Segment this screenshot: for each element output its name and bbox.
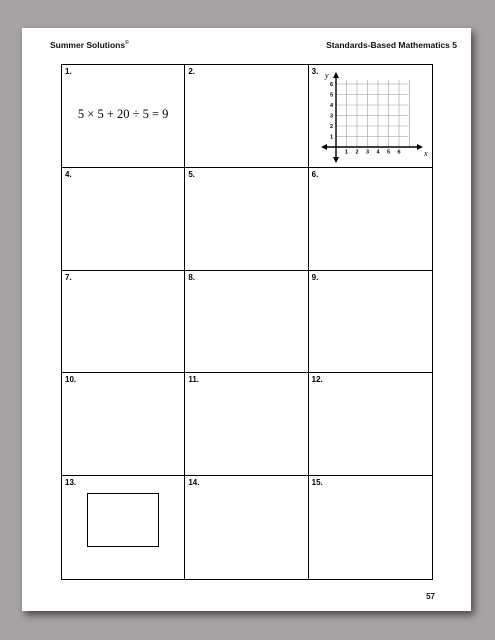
y-axis-arrow-up — [333, 72, 339, 78]
x-axis-arrow-right — [417, 144, 423, 150]
subject-title: Standards-Based Mathematics 5 — [326, 40, 457, 50]
y-tick-label: 4 — [329, 103, 333, 109]
problem-cell-15 — [309, 476, 432, 579]
y-tick-label: 3 — [329, 113, 333, 120]
y-axis-label: y — [324, 71, 329, 80]
problem-number: 10. — [65, 375, 77, 385]
problem-cell-3 — [309, 65, 432, 168]
problem-cell-10 — [62, 373, 185, 476]
order-of-operations-expression: 5 × 5 + 20 ÷ 5 = 9 — [77, 107, 169, 121]
rectangle-figure — [87, 493, 159, 547]
book-title: Summer Solutions© — [50, 40, 129, 50]
problem-cell-12 — [309, 373, 432, 476]
problem-cell-13 — [62, 476, 185, 579]
problem-number: 9. — [311, 272, 319, 282]
problem-cell-8 — [185, 271, 308, 374]
problem-number: 12. — [311, 375, 323, 385]
x-tick-label: 4 — [376, 149, 380, 156]
problem-cell-7 — [62, 271, 185, 374]
x-tick-label: 6 — [397, 149, 401, 156]
problem-cell-14 — [185, 476, 308, 579]
problem-number: 3. — [311, 67, 319, 76]
y-tick-label: 1 — [329, 134, 333, 141]
problem-number: 5. — [188, 169, 195, 179]
problem-number: 2. — [188, 67, 195, 76]
x-tick-label: 5 — [386, 149, 390, 156]
problem-number: 8. — [188, 272, 195, 282]
x-tick-label: 2 — [355, 149, 359, 156]
problem-cell-4 — [62, 168, 185, 271]
problem-grid — [61, 64, 433, 580]
problem-number: 13. — [65, 478, 77, 488]
problem-number: 14. — [188, 478, 200, 488]
copyright-mark: © — [125, 40, 129, 47]
problem-cell-9 — [309, 271, 432, 374]
coordinate-grid — [321, 70, 431, 165]
worksheet-page — [22, 28, 471, 611]
y-tick-label: 6 — [329, 82, 333, 88]
y-axis-arrow-down — [333, 157, 339, 163]
problem-cell-11 — [185, 373, 308, 476]
y-tick-label: 5 — [329, 92, 333, 99]
problem-cell-2 — [185, 65, 308, 168]
problem-number: 1. — [65, 67, 72, 76]
problem-number: 15. — [311, 478, 323, 488]
problem-cell-6 — [309, 168, 432, 271]
x-axis-label: x — [423, 149, 428, 158]
y-tick-label: 2 — [329, 124, 333, 130]
problem-number: 7. — [65, 272, 72, 282]
x-tick-label: 1 — [344, 149, 348, 156]
problem-number: 4. — [65, 169, 72, 179]
page-number: 57 — [426, 592, 435, 601]
problem-number: 6. — [311, 169, 319, 179]
problem-number: 11. — [188, 375, 200, 385]
problem-cell-1 — [62, 65, 185, 168]
x-tick-label: 3 — [365, 149, 369, 156]
x-axis-arrow-left — [321, 144, 327, 150]
problem-cell-5 — [185, 168, 308, 271]
